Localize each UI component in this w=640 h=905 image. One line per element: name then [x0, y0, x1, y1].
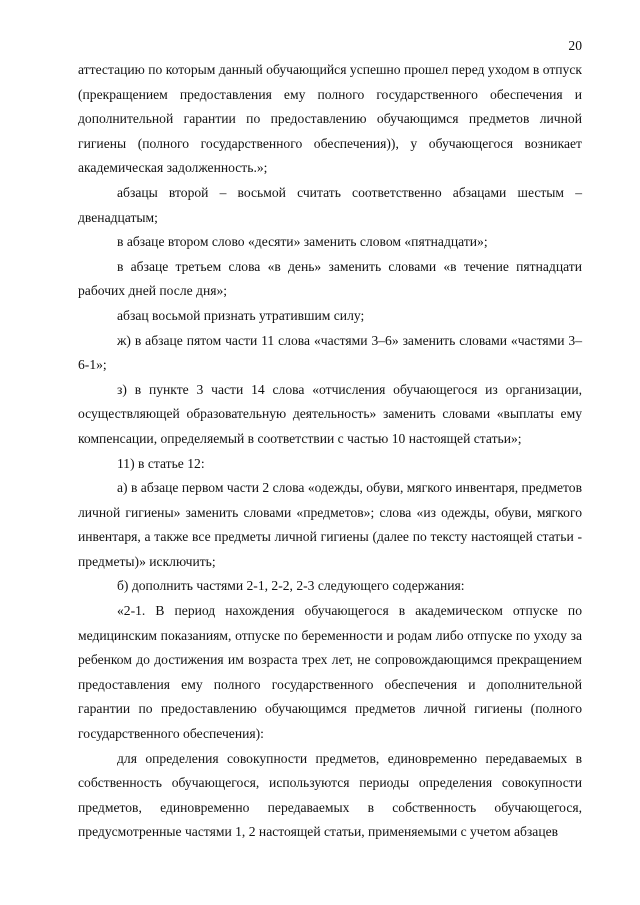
paragraph: абзацы второй – восьмой считать соответственно абзацами шестым – двенадцатым; [78, 184, 582, 225]
paragraph: а) в абзаце первом части 2 слова «одежды, обуви, мягкого инвентаря, предметов личной гигиены» заменить словами «предметов»; слова «из одежды, обуви, мягкого инвентаря, а также все предметы личной гигиены (далее по тексту настоящей статьи - предметы)» исключить; [78, 480, 582, 569]
paragraph: з) в пункте 3 части 14 слова «отчисления обучающегося из организации, осуществляющей образовательную деятельность» заменить словами «выплаты ему компенсации, определяемый в соответствии с частью 10 настоящей статьи»; [78, 381, 582, 446]
paragraph: в абзаце третьем слова «в день» заменить словами «в течение пятнадцати рабочих дней после дня»; [78, 258, 582, 299]
paragraph: ж) в абзаце пятом части 11 слова «частями 3–6» заменить словами «частями 3–6-1»; [78, 332, 582, 373]
paragraph: в абзаце втором слово «десяти» заменить словом «пятнадцати»; [117, 234, 488, 250]
paragraph: 11) в статье 12: [117, 455, 205, 471]
document-body [78, 58, 582, 845]
paragraph: абзац восьмой признать утратившим силу; [117, 307, 365, 323]
paragraph: «2-1. В период нахождения обучающегося в академическом отпуске по медицинским показаниям, отпуске по беременности и родам либо отпуске по уходу за ребенком до достижения им возраста трех лет, не сопровождающимся прекращением предоставления ему полного государственного обеспечения и дополнительной гарантии по предоставлению обучающимся предметов личной гигиены (полного государственного обеспечения): [78, 603, 582, 742]
paragraph: для определения совокупности предметов, единовременно передаваемых в собственность обучающегося, используются периоды определения совокупности предметов, единовременно передаваемых в собственность обучающегося, предусмотренные частями 1, 2 настоящей статьи, применяемыми с учетом абзацев [78, 750, 582, 840]
paragraph-continuation: аттестацию по которым данный обучающийся успешно прошел перед уходом в отпуск (прекращением предоставления ему полного государственного обеспечения и дополнительной гарантии по предоставлению обучающимся предметов личной гигиены (полного государственного обеспечения)), у обучающегося возникает академическая задолженность.»; [78, 62, 582, 176]
page-number: 20 [568, 38, 582, 53]
paragraph: б) дополнить частями 2-1, 2-2, 2-3 следующего содержания: [117, 578, 465, 594]
